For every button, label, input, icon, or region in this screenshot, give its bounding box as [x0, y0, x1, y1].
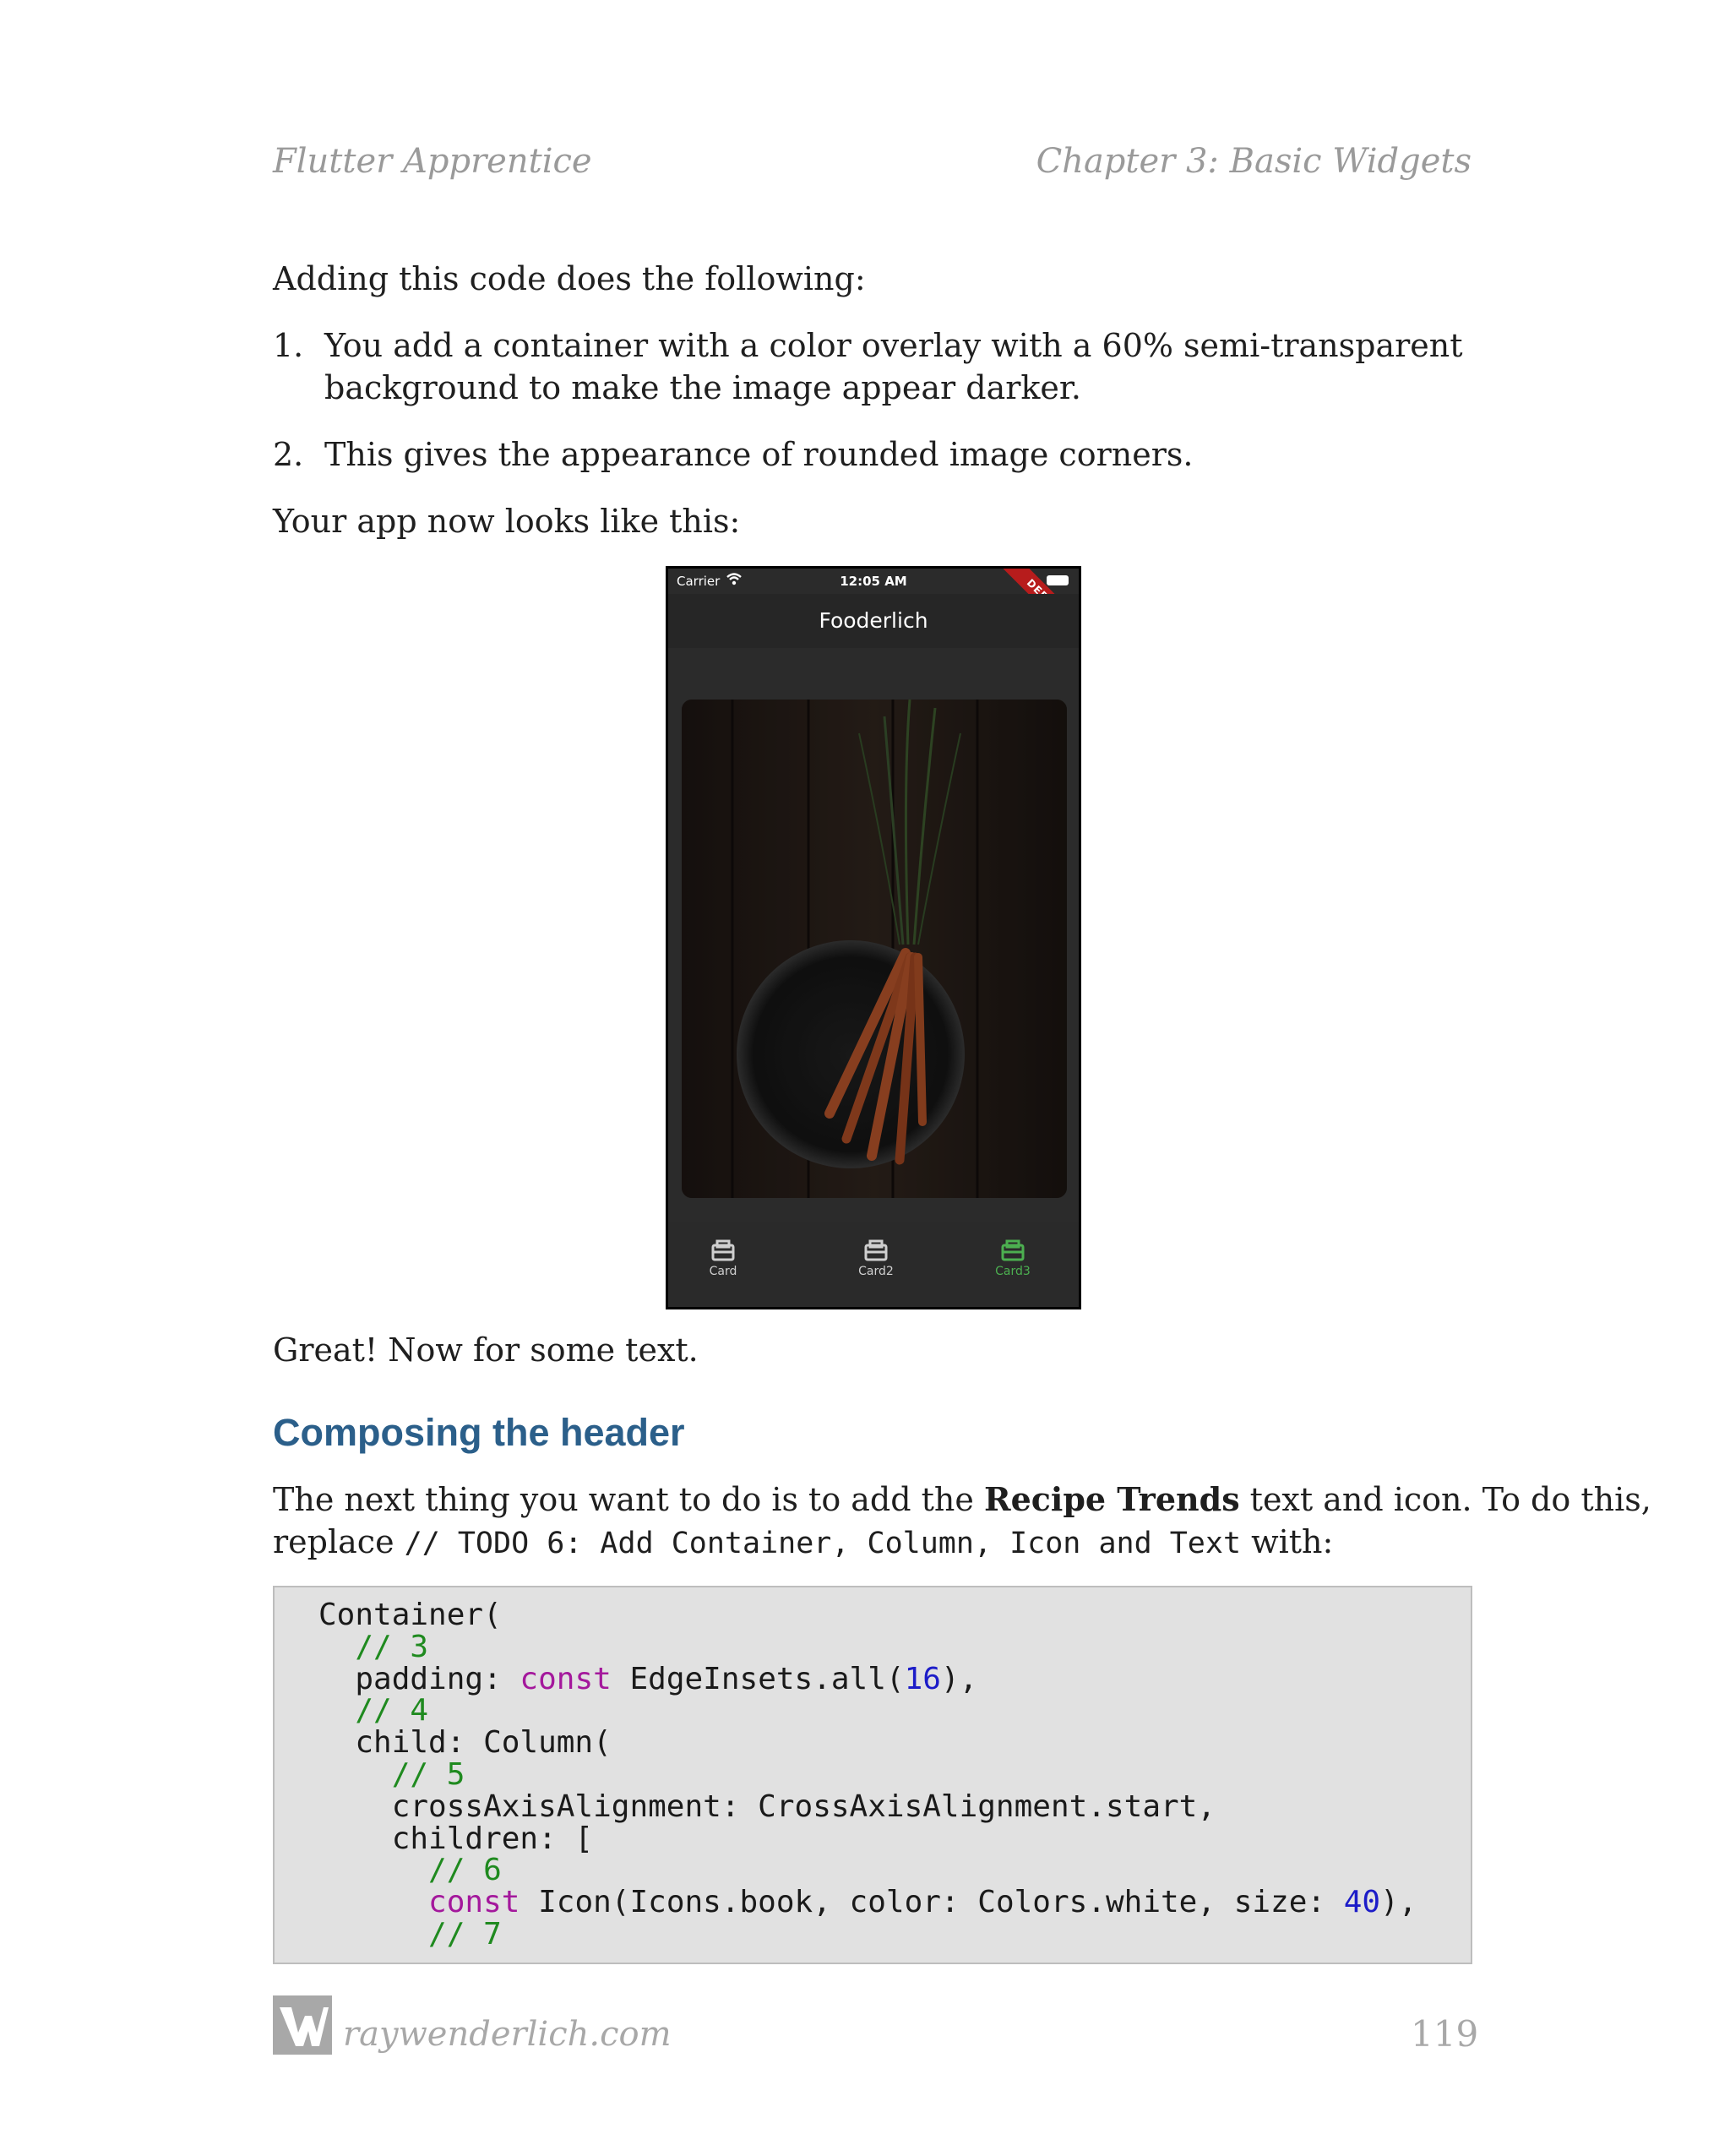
app-looks-paragraph: Your app now looks like this: — [273, 503, 741, 540]
instruction-paragraph — [273, 1478, 1651, 1521]
intro-paragraph: Adding this code does the following: — [273, 260, 866, 297]
code-token: Icon(Icons.book, color: Colors.white, size: — [520, 1885, 1344, 1920]
card-icon — [834, 1239, 918, 1265]
list-item-text: background to make the image appear darker. — [324, 369, 1081, 406]
section-heading: Composing the header — [273, 1411, 685, 1454]
nav-tab-card2[interactable] — [834, 1239, 918, 1278]
paragraph-text: The next thing you want to do is to add the — [273, 1481, 984, 1518]
status-time: 12:05 AM — [840, 574, 907, 589]
code-token: child: Column( — [318, 1725, 612, 1761]
code-token: crossAxisAlignment: CrossAxisAlignment.start, — [318, 1788, 1216, 1824]
app-bar-title: Fooderlich — [668, 594, 1079, 648]
card-icon — [681, 1239, 765, 1265]
card-icon — [971, 1239, 1055, 1265]
paragraph-bold-text: Recipe Trends — [983, 1480, 1240, 1518]
carrots-image — [682, 700, 1067, 1198]
nav-tab-card[interactable] — [681, 1239, 765, 1278]
list-item-text: This gives the appearance of rounded image corners. — [324, 436, 1194, 473]
code-token: EdgeInsets.all( — [611, 1661, 905, 1696]
code-token: // 4 — [318, 1693, 429, 1729]
raywenderlich-logo — [273, 1995, 332, 2055]
code-token — [318, 1885, 428, 1919]
code-token: ), — [940, 1661, 978, 1696]
app-screenshot — [666, 566, 1081, 1309]
code-token: ), — [1380, 1885, 1417, 1920]
code-token: const — [520, 1661, 612, 1696]
running-head-chapter-title: Chapter 3: Basic Widgets — [1036, 142, 1472, 181]
page-number: 119 — [1411, 2013, 1479, 2055]
code-token: // 6 — [318, 1853, 502, 1888]
carrier-label: Carrier — [677, 574, 721, 589]
code-token: const — [428, 1885, 520, 1920]
nav-tab-card3[interactable] — [971, 1239, 1055, 1278]
nav-tab-label: Card3 — [995, 1265, 1031, 1278]
paragraph-text: with: — [1241, 1523, 1334, 1560]
code-token: children: [ — [318, 1821, 594, 1856]
great-paragraph: Great! Now for some text. — [273, 1331, 699, 1369]
code-token: Container( — [318, 1598, 502, 1632]
code-listing — [318, 1599, 1417, 1951]
footer-website: raywenderlich.com — [343, 2015, 672, 2054]
code-block — [273, 1586, 1472, 1964]
code-token: padding: — [318, 1661, 520, 1696]
code-token: 16 — [904, 1661, 941, 1696]
code-token: // 7 — [318, 1916, 502, 1952]
paragraph-text: replace — [273, 1523, 405, 1560]
running-head-book-title: Flutter Apprentice — [273, 142, 592, 181]
list-item-number: 2. — [273, 436, 304, 473]
list-item-number: 1. — [273, 327, 304, 364]
paragraph-text: text and icon. To do this, — [1239, 1481, 1651, 1518]
code-token: 40 — [1343, 1885, 1381, 1920]
nav-tab-label: Card2 — [858, 1265, 894, 1278]
code-token: // 5 — [318, 1756, 465, 1792]
bottom-navigation-bar — [668, 1222, 1079, 1307]
code-token: // 3 — [318, 1629, 429, 1664]
battery-icon — [1047, 575, 1069, 585]
instruction-paragraph-line2 — [273, 1521, 1333, 1565]
list-item-text: You add a container with a color overlay with a 60% semi-transparent — [324, 327, 1463, 364]
nav-tab-label: Card — [709, 1265, 737, 1278]
inline-code: // TODO 6: Add Container, Column, Icon and Text — [404, 1527, 1242, 1560]
